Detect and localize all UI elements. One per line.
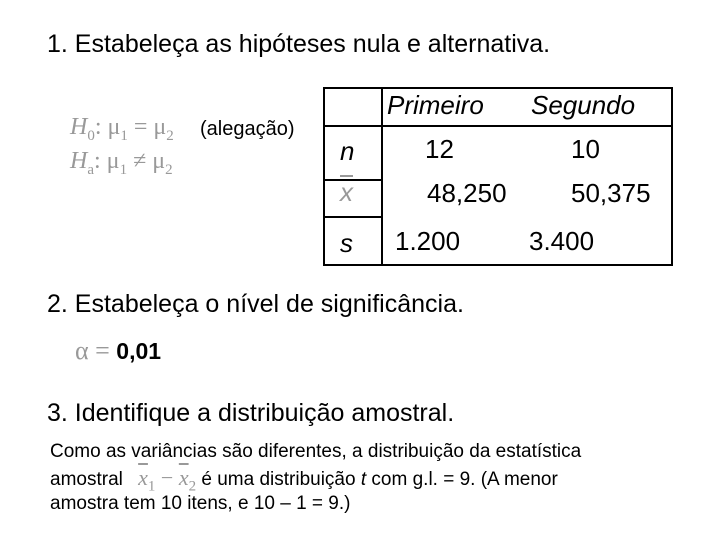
header-first: Primeiro: [387, 90, 484, 120]
explanation-line-2: amostral $\overline{x}_1 - \overline{x}_2$ é uma distribuição t com g.l. = 9. (A menor: [50, 465, 558, 495]
alpha-symbol: α =: [75, 336, 110, 365]
sd-first: 1.200: [395, 226, 461, 256]
table-header-divider: [325, 125, 671, 127]
claim-label: (alegação): [200, 118, 295, 140]
row-label-n: n: [340, 136, 355, 166]
header-second: Segundo: [531, 90, 636, 120]
alternative-hypothesis: $H_a$: $\mu_1 \ne \mu_2$: [70, 148, 173, 178]
alpha-value: 0,01: [116, 338, 162, 364]
step-3-heading: 3. Identifique a distribuição amostral.: [47, 399, 455, 427]
row-label-mean: $\overline{x}$: [340, 177, 353, 207]
row-label-s: s: [340, 228, 353, 258]
table-row-divider: [325, 216, 381, 218]
mean-second: 50,375: [571, 178, 651, 208]
step-2-heading: 2. Estabeleça o nível de significância.: [47, 290, 464, 318]
mean-first: 48,250: [427, 178, 507, 208]
table-column-divider: [381, 89, 383, 264]
n-first: 12: [425, 134, 454, 164]
table-row-divider: [325, 179, 381, 181]
explanation-line-3: amostra tem 10 itens, e 10 – 1 = 9.): [50, 493, 351, 514]
significance-level: [75, 336, 161, 366]
sd-second: 3.400: [529, 226, 595, 256]
step-1-heading: 1. Estabeleça as hipóteses nula e alternativa.: [47, 30, 551, 58]
explanation-line-1: Como as variâncias são diferentes, a distribuição da estatística: [50, 441, 582, 462]
null-hypothesis: $H_0$: $\mu_1 = \mu_2$: [70, 114, 174, 144]
n-second: 10: [571, 134, 600, 164]
sample-stats-table: [323, 87, 673, 266]
